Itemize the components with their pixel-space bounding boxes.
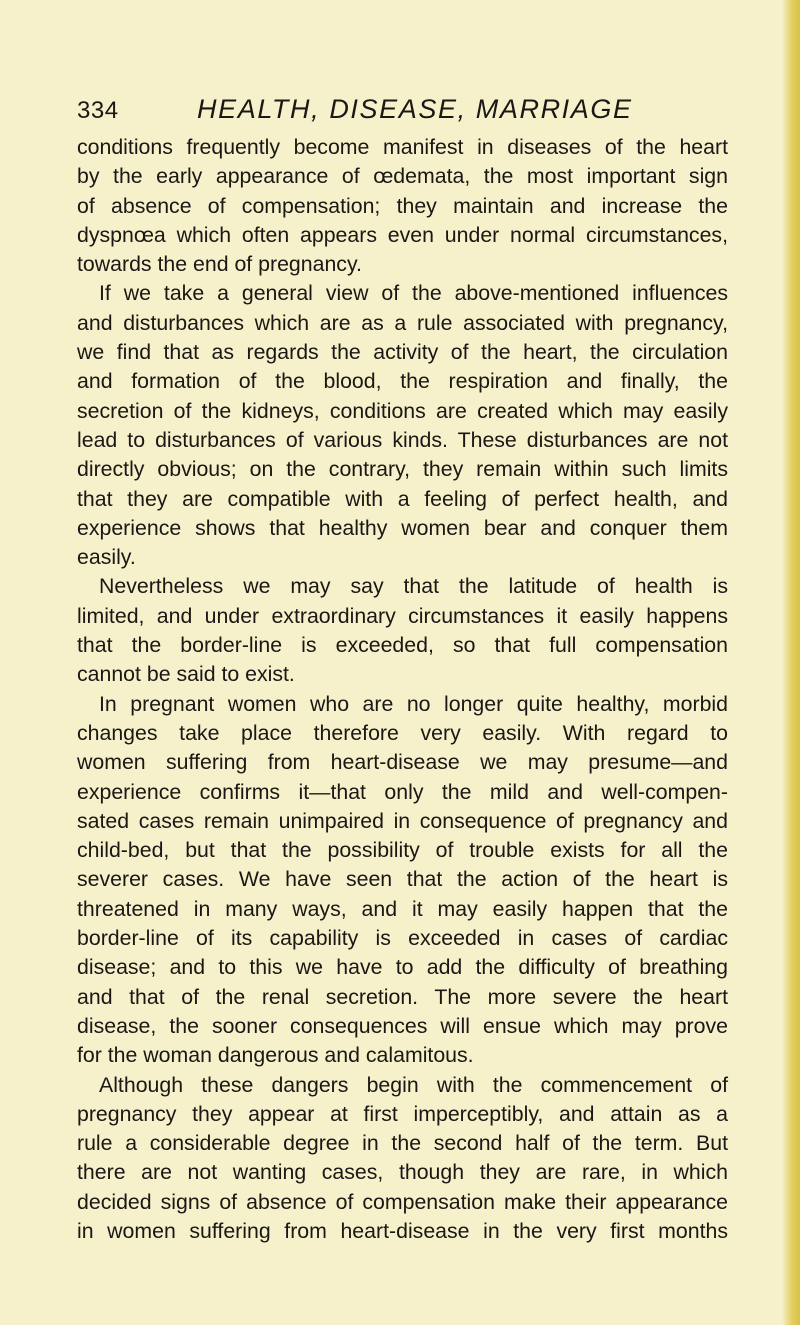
text-line: child-bed, but that the possibility of trouble exists for all the — [77, 838, 728, 863]
text-line: limited, and under extraordinary circumstances it easily happens — [77, 603, 728, 628]
text-line: women suffering from heart-disease we may presume—and — [77, 750, 728, 775]
text-line: border-line of its capability is exceeded in cases of cardiac — [77, 926, 728, 951]
text-line: rule a considerable degree in the second half of the term. But — [77, 1131, 728, 1156]
text-line: that the border-line is exceeded, so that full compensation — [77, 633, 728, 658]
text-line: changes take place therefore very easily. With regard to — [77, 720, 728, 745]
text-line: conditions frequently become manifest in diseases of the heart — [77, 135, 728, 159]
page-number: 334 — [77, 97, 119, 124]
text-line: by the early appearance of œdemata, the most important sign — [77, 164, 728, 189]
text-line: secretion of the kidneys, conditions are created which may easily — [77, 398, 728, 423]
text-line: decided signs of absence of compensation make their appearance — [77, 1189, 728, 1214]
text-line: of absence of compensation; they maintain and increase the — [77, 193, 728, 218]
text-line: severer cases. We have seen that the action of the heart is — [77, 867, 728, 892]
text-line: In pregnant women who are no longer quite healthy, morbid — [99, 691, 728, 716]
text-line: experience shows that healthy women bear and conquer them — [77, 515, 728, 540]
text-line: dyspnœa which often appears even under normal circumstances, — [77, 222, 728, 247]
text-line: pregnancy they appear at first imperceptibly, and attain as a — [77, 1101, 728, 1126]
text-line: for the woman dangerous and calamitous. — [77, 1043, 474, 1068]
text-line: If we take a general view of the above-mentioned influences — [99, 281, 728, 306]
text-line: directly obvious; on the contrary, they remain within such limits — [77, 457, 728, 482]
text-line: sated cases remain unimpaired in consequence of pregnancy and — [77, 808, 728, 833]
text-line: disease; and to this we have to add the difficulty of breathing — [77, 955, 728, 980]
text-line: cannot be said to exist. — [77, 662, 295, 687]
text-line: that they are compatible with a feeling of perfect health, and — [77, 486, 728, 511]
page-edge — [782, 0, 800, 1325]
text-line: we find that as regards the activity of the heart, the circulation — [77, 340, 728, 365]
running-title: HEALTH, DISEASE, MARRIAGE — [197, 94, 633, 124]
text-line: threatened in many ways, and it may easily happen that the — [77, 896, 728, 921]
page-header — [77, 94, 637, 134]
text-line: and formation of the blood, the respiration and finally, the — [77, 369, 728, 394]
text-line: and disturbances which are as a rule associated with pregnancy, — [77, 310, 728, 335]
body-text — [77, 133, 728, 1246]
text-line: towards the end of pregnancy. — [77, 252, 362, 277]
text-line: experience confirms it—that only the mild and well-compen- — [77, 779, 728, 804]
text-line: disease, the sooner consequences will ensue which may prove — [77, 1013, 728, 1038]
text-line: easily. — [77, 545, 136, 570]
text-line: there are not wanting cases, though they are rare, in which — [77, 1160, 728, 1185]
text-line: lead to disturbances of various kinds. These disturbances are not — [77, 427, 728, 452]
text-line: Although these dangers begin with the commencement of — [99, 1072, 728, 1097]
text-line: in women suffering from heart-disease in the very first months — [77, 1218, 728, 1243]
text-line: Nevertheless we may say that the latitude of health is — [99, 574, 728, 599]
text-line: and that of the renal secretion. The more severe the heart — [77, 984, 728, 1009]
